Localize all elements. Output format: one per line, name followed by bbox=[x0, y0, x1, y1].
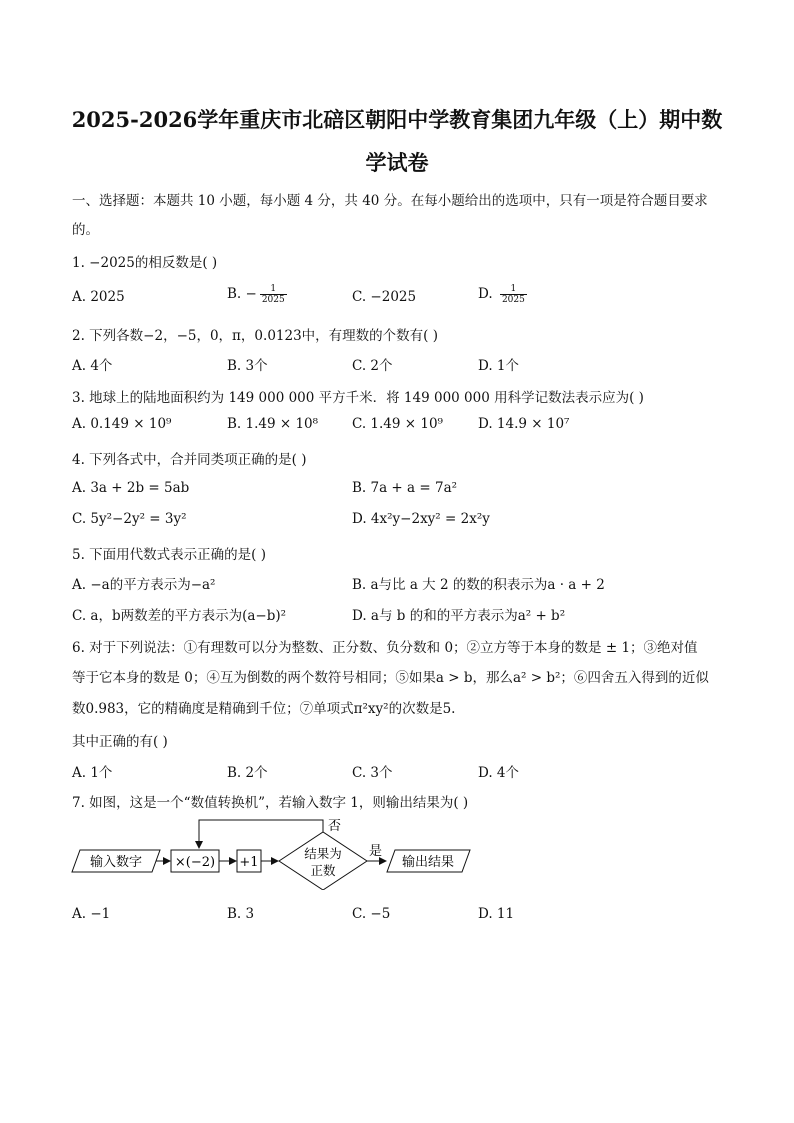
q5-option-d: D. a与 b 的和的平方表示为a² + b² bbox=[352, 608, 566, 624]
q2-option-a: A. 4个 bbox=[72, 358, 113, 374]
question-5-stem: 5. 下面用代数式表示正确的是( ) bbox=[72, 547, 266, 563]
input-label: 输入数字 bbox=[89, 855, 143, 870]
output-label: 输出结果 bbox=[401, 855, 455, 870]
q1-d-numerator: 1 bbox=[510, 284, 517, 294]
q4-option-a: A. 3a + 2b = 5ab bbox=[72, 480, 190, 496]
q7-option-c: C. −5 bbox=[352, 906, 391, 922]
q7-option-d: D. 11 bbox=[478, 906, 515, 922]
q5-option-c: C. a，b两数差的平方表示为(a−b)² bbox=[72, 608, 287, 624]
decision-label-line1: 结果为 bbox=[304, 846, 342, 861]
q7-option-b: B. 3 bbox=[227, 906, 255, 922]
section-instruction-line2: 的。 bbox=[72, 222, 99, 238]
q1-b-numerator: 1 bbox=[270, 284, 277, 294]
q3-option-a: A. 0.149 × 10⁹ bbox=[72, 416, 172, 432]
q2-option-d: D. 1个 bbox=[478, 358, 520, 374]
q1-option-d-fraction bbox=[500, 284, 527, 305]
question-6-line3: 数0.983，它的精确度是精确到千位；⑦单项式π²xy²的次数是5. bbox=[72, 701, 456, 717]
q3-option-c: C. 1.49 × 10⁹ bbox=[352, 416, 443, 432]
q6-option-b: B. 2个 bbox=[227, 765, 268, 781]
multiply-label: ×(−2) bbox=[174, 855, 216, 870]
q5-option-a: A. −a的平方表示为−a² bbox=[72, 577, 216, 593]
q6-option-a: A. 1个 bbox=[72, 765, 113, 781]
exam-title-line2: 学试卷 bbox=[365, 150, 429, 175]
q1-option-d-label: D. bbox=[478, 286, 497, 302]
q1-option-a: A. 2025 bbox=[72, 289, 125, 305]
no-label: 否 bbox=[328, 819, 342, 834]
q2-option-b: B. 3个 bbox=[227, 358, 268, 374]
q3-option-d: D. 14.9 × 10⁷ bbox=[478, 416, 570, 432]
q2-option-c: C. 2个 bbox=[352, 358, 393, 374]
question-6-line2: 等于它本身的数是 0；④互为倒数的两个数符号相同；⑤如果a > b，那么a² > b²；⑥四舍五入得到的近似 bbox=[72, 670, 709, 686]
decision-diamond bbox=[279, 832, 367, 890]
exam-title-line1: 2025-2026学年重庆市北碚区朝阳中学教育集团九年级（上）期中数 bbox=[71, 107, 723, 132]
q6-option-d: D. 4个 bbox=[478, 765, 520, 781]
question-2-stem: 2. 下列各数−2，−5，0，π，0.0123中，有理数的个数有( ) bbox=[72, 328, 438, 344]
section-instruction-line1: 一、选择题：本题共 10 小题，每小题 4 分，共 40 分。在每小题给出的选项中，只有一项是符合题目要求 bbox=[72, 193, 708, 209]
q6-option-c: C. 3个 bbox=[352, 765, 393, 781]
q4-option-b: B. 7a + a = 7a² bbox=[352, 480, 458, 496]
number-converter-flowchart bbox=[68, 814, 488, 890]
decision-label-line2: 正数 bbox=[310, 863, 336, 878]
q1-option-d bbox=[478, 284, 527, 305]
question-7-stem: 7. 如图，这是一个“数值转换机”，若输入数字 1，则输出结果为( ) bbox=[72, 795, 469, 811]
question-6-line4: 其中正确的有( ) bbox=[72, 734, 168, 750]
q1-option-b-fraction bbox=[260, 284, 287, 305]
question-1-stem: 1. −2025的相反数是( ) bbox=[72, 255, 218, 271]
q7-option-a: A. −1 bbox=[72, 906, 111, 922]
yes-label: 是 bbox=[369, 844, 383, 859]
question-4-stem: 4. 下列各式中，合并同类项正确的是( ) bbox=[72, 452, 307, 468]
add-label: +1 bbox=[239, 855, 259, 870]
q1-option-b-label: B. − bbox=[227, 286, 257, 302]
q1-option-c: C. −2025 bbox=[352, 289, 417, 305]
question-3-stem: 3. 地球上的陆地面积约为 149 000 000 平方千米．将 149 000 000 用科学记数法表示应为( ) bbox=[72, 390, 644, 406]
question-6-line1: 6. 对于下列说法：①有理数可以分为整数、正分数、负分数和 0；②立方等于本身的数是 ± 1；③绝对值 bbox=[72, 640, 698, 656]
q1-option-b bbox=[227, 284, 287, 305]
q3-option-b: B. 1.49 × 10⁸ bbox=[227, 416, 319, 432]
q4-option-d: D. 4x²y−2xy² = 2x²y bbox=[352, 511, 490, 527]
q1-d-denominator: 2025 bbox=[501, 295, 525, 305]
q5-option-b: B. a与比 a 大 2 的数的积表示为a · a + 2 bbox=[352, 577, 605, 593]
q4-option-c: C. 5y²−2y² = 3y² bbox=[72, 511, 187, 527]
q1-b-denominator: 2025 bbox=[261, 295, 285, 305]
